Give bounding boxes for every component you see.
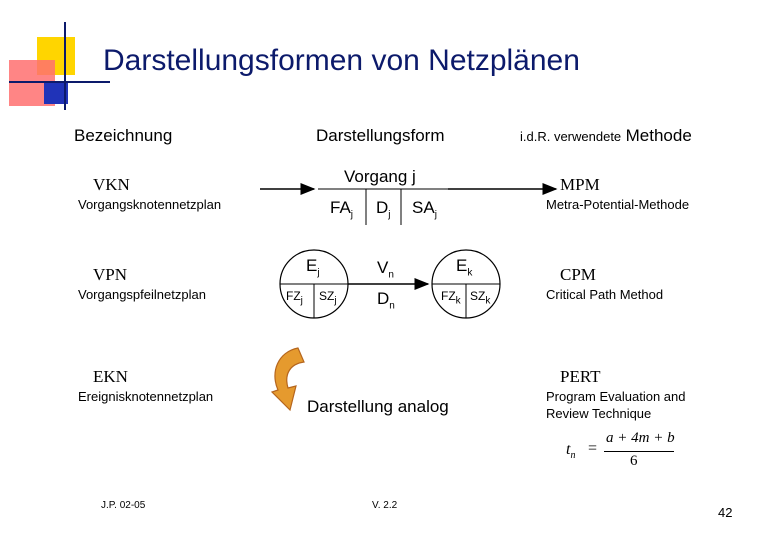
vpn-left-event: $E_j$: [306, 256, 320, 279]
vkn-cell-d: $D_j$: [376, 198, 391, 221]
ekn-abbr: EKN: [93, 367, 128, 386]
vkn-cell-fa: $FA_j$: [330, 198, 354, 221]
pert-abbr: PERT: [560, 367, 601, 386]
formula-denominator: 6: [630, 453, 638, 469]
vkn-node-title: Vorgang j: [344, 167, 416, 186]
footer-version: V. 2.2: [372, 500, 398, 511]
formula-lhs: $t_n$: [566, 441, 576, 462]
pert-name-line1: Program Evaluation and: [546, 389, 686, 404]
vpn-name: Vorgangspfeilnetzplan: [78, 287, 206, 302]
cpm-abbr: CPM: [560, 265, 596, 284]
ekn-representation: Darstellung analog: [307, 397, 449, 416]
formula-numerator: a + 4m + b: [606, 430, 675, 446]
ekn-name: Ereignisknotennetzplan: [78, 389, 214, 404]
cpm-name: Critical Path Method: [546, 287, 664, 302]
vkn-cell-sa: $SA_j$: [412, 198, 437, 221]
header-methode: [520, 126, 692, 146]
header-darstellungsform: Darstellungsform: [316, 126, 445, 145]
vkn-name: Vorgangsknotennetzplan: [78, 197, 222, 212]
header-methode-main: Methode: [625, 126, 692, 145]
vpn-right-event: $E_k$: [456, 256, 473, 279]
vpn-right-sz: $SZ_k$: [470, 289, 491, 307]
vpn-duration-label: $D_n$: [377, 289, 395, 312]
pert-formula: [566, 432, 676, 472]
mpm-name: Metra-Potential-Methode: [546, 197, 690, 212]
vkn-abbr: VKN: [93, 175, 130, 194]
header-methode-prefix: i.d.R. verwendete: [520, 129, 622, 144]
corner-decoration: [0, 0, 110, 110]
header-bezeichnung: Bezeichnung: [74, 126, 173, 145]
vpn-left-fz: $FZ_j$: [286, 289, 303, 307]
mpm-abbr: MPM: [560, 175, 600, 194]
page-number: 42: [718, 505, 733, 520]
vpn-activity-label: $V_n$: [377, 258, 394, 281]
vpn-abbr: VPN: [93, 265, 128, 284]
slide-title: Darstellungsformen von Netzplänen: [103, 44, 580, 77]
pert-name-line2: Review Technique: [546, 406, 652, 421]
vpn-left-sz: $SZ_j$: [319, 289, 337, 307]
footer-left: J.P. 02-05: [101, 500, 146, 511]
vpn-right-fz: $FZ_k$: [441, 289, 461, 307]
formula-eq: =: [588, 440, 598, 457]
formula-fraction-bar: [604, 451, 674, 452]
